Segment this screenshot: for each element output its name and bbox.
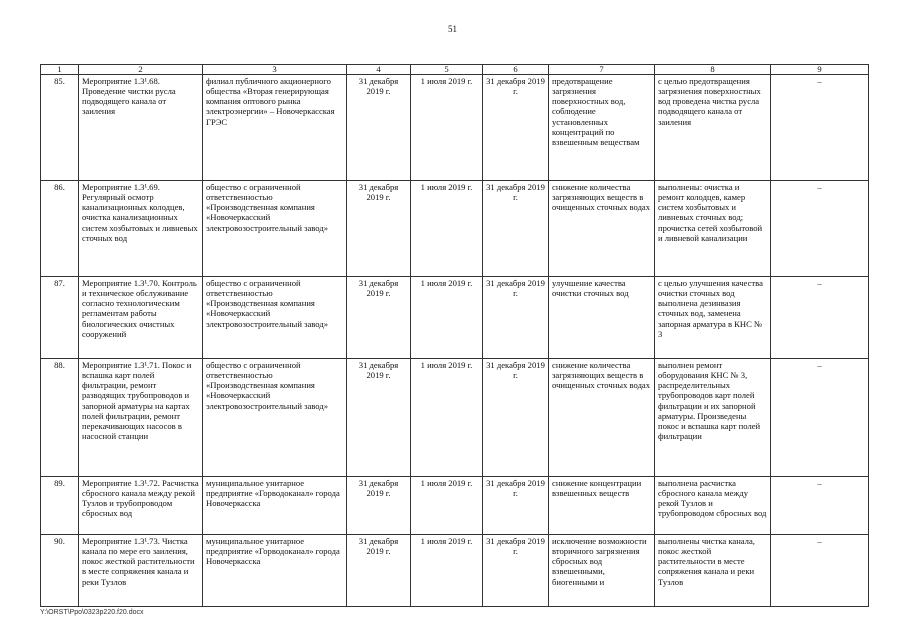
executor-cell: общество с ограниченной ответственностью «Производственная компания «Новочеркасский электровозостроительный завод» <box>203 359 347 477</box>
column-number: 4 <box>347 65 411 75</box>
activity-cell: Мероприятие 1.3¹.69. Регулярный осмотр канализационных колодцев, очистка канализационных систем хозбытовых и ливневых сточных вод <box>79 181 203 277</box>
plan-date-cell: 31 декабря 2019 г. <box>347 535 411 607</box>
end-date-cell: 31 декабря 2019 г. <box>483 181 549 277</box>
column-number: 6 <box>483 65 549 75</box>
table-row <box>41 181 869 277</box>
actual-result-cell: выполнены: очистка и ремонт колодцев, камер систем хозбытовых и ливневых сточных вод; прочистка сетей хозбытовой и ливневой канализации <box>655 181 771 277</box>
column-number-row <box>41 65 869 75</box>
column-number: 5 <box>411 65 483 75</box>
end-date-cell: 31 декабря 2019 г. <box>483 477 549 535</box>
plan-date-cell: 31 декабря 2019 г. <box>347 75 411 181</box>
actual-result-cell: с целью улучшения качества очистки сточных вод выполнена дезинвазия сточных вод, заменена запорная арматура в КНС № 3 <box>655 277 771 359</box>
table-row <box>41 535 869 607</box>
note-cell: – <box>771 535 869 607</box>
actual-result-cell: с целью предотвращения загрязнения поверхностных вод проведена чистка русла подводящего канала от заиления <box>655 75 771 181</box>
activity-cell: Мероприятие 1.3¹.71. Покос и вспашка карт полей фильтрации, ремонт разводящих трубопроводов и запорной арматуры на картах полей фильтрации, ремонт перекачивающих насосов в насосной станции <box>79 359 203 477</box>
start-date-cell: 1 июля 2019 г. <box>411 75 483 181</box>
plan-date-cell: 31 декабря 2019 г. <box>347 477 411 535</box>
row-number: 90. <box>41 535 79 607</box>
column-number: 7 <box>549 65 655 75</box>
column-number: 3 <box>203 65 347 75</box>
plan-date-cell: 31 декабря 2019 г. <box>347 359 411 477</box>
column-number: 2 <box>79 65 203 75</box>
start-date-cell: 1 июля 2019 г. <box>411 181 483 277</box>
note-cell: – <box>771 75 869 181</box>
plan-date-cell: 31 декабря 2019 г. <box>347 277 411 359</box>
expected-result-cell: исключение возможности вторичного загрязнения сбросных вод взвешенными, биогенными и <box>549 535 655 607</box>
activity-cell: Мероприятие 1.3¹.70. Контроль и техническое обслуживание согласно технологическим регламентам работы биологических очистных сооружений <box>79 277 203 359</box>
activity-cell: Мероприятие 1.3¹.68. Проведение чистки русла подводящего канала от заиления <box>79 75 203 181</box>
row-number: 89. <box>41 477 79 535</box>
executor-cell: муниципальное унитарное предприятие «Горводоканал» города Новочеркасска <box>203 535 347 607</box>
column-number: 8 <box>655 65 771 75</box>
end-date-cell: 31 декабря 2019 г. <box>483 75 549 181</box>
page-number: 51 <box>448 24 457 34</box>
expected-result-cell: предотвращение загрязнения поверхностных вод, соблюдение установленных концентраций по взвешенным веществам <box>549 75 655 181</box>
column-number: 9 <box>771 65 869 75</box>
expected-result-cell: снижение количества загрязняющих веществ в очищенных сточных водах <box>549 359 655 477</box>
expected-result-cell: снижение количества загрязняющих веществ в очищенных сточных водах <box>549 181 655 277</box>
expected-result-cell: улучшение качества очистки сточных вод <box>549 277 655 359</box>
row-number: 86. <box>41 181 79 277</box>
end-date-cell: 31 декабря 2019 г. <box>483 535 549 607</box>
plan-date-cell: 31 декабря 2019 г. <box>347 181 411 277</box>
activity-cell: Мероприятие 1.3¹.73. Чистка канала по мере его заиления, покос жесткой растительности в месте сопряжения канала и реки Тузлов <box>79 535 203 607</box>
start-date-cell: 1 июля 2019 г. <box>411 277 483 359</box>
actual-result-cell: выполнены чистка канала, покос жесткой растительности в месте сопряжения канала и реки Тузлов <box>655 535 771 607</box>
start-date-cell: 1 июля 2019 г. <box>411 535 483 607</box>
executor-cell: общество с ограниченной ответственностью «Производственная компания «Новочеркасский электровозостроительный завод» <box>203 277 347 359</box>
actual-result-cell: выполнена расчистка сбросного канала между рекой Тузлов и трубопроводом сбросных вод <box>655 477 771 535</box>
note-cell: – <box>771 181 869 277</box>
activities-table <box>40 64 869 607</box>
table-row <box>41 75 869 181</box>
table-row <box>41 277 869 359</box>
activity-cell: Мероприятие 1.3¹.72. Расчистка сбросного канала между рекой Тузлов и трубопроводом сбросных вод <box>79 477 203 535</box>
executor-cell: филиал публичного акционерного общества «Вторая генерирующая компания оптового рынка электроэнергии» – Новочеркасская ГРЭС <box>203 75 347 181</box>
executor-cell: общество с ограниченной ответственностью «Производственная компания «Новочеркасский электровозостроительный завод» <box>203 181 347 277</box>
end-date-cell: 31 декабря 2019 г. <box>483 359 549 477</box>
start-date-cell: 1 июля 2019 г. <box>411 359 483 477</box>
note-cell: – <box>771 277 869 359</box>
table-row <box>41 477 869 535</box>
table-row <box>41 359 869 477</box>
row-number: 88. <box>41 359 79 477</box>
actual-result-cell: выполнен ремонт оборудования КНС № 3, распределительных трубопроводов карт полей фильтрации и их запорной арматуры. Произведены покос и вспашка карт полей фильтрации <box>655 359 771 477</box>
start-date-cell: 1 июля 2019 г. <box>411 477 483 535</box>
row-number: 87. <box>41 277 79 359</box>
end-date-cell: 31 декабря 2019 г. <box>483 277 549 359</box>
expected-result-cell: снижение концентрации взвешенных веществ <box>549 477 655 535</box>
row-number: 85. <box>41 75 79 181</box>
note-cell: – <box>771 477 869 535</box>
column-number: 1 <box>41 65 79 75</box>
executor-cell: муниципальное унитарное предприятие «Горводоканал» города Новочеркасска <box>203 477 347 535</box>
footer-file-path: Y:\ORST\Ppo\0323p220.f20.docx <box>40 609 144 616</box>
note-cell: – <box>771 359 869 477</box>
